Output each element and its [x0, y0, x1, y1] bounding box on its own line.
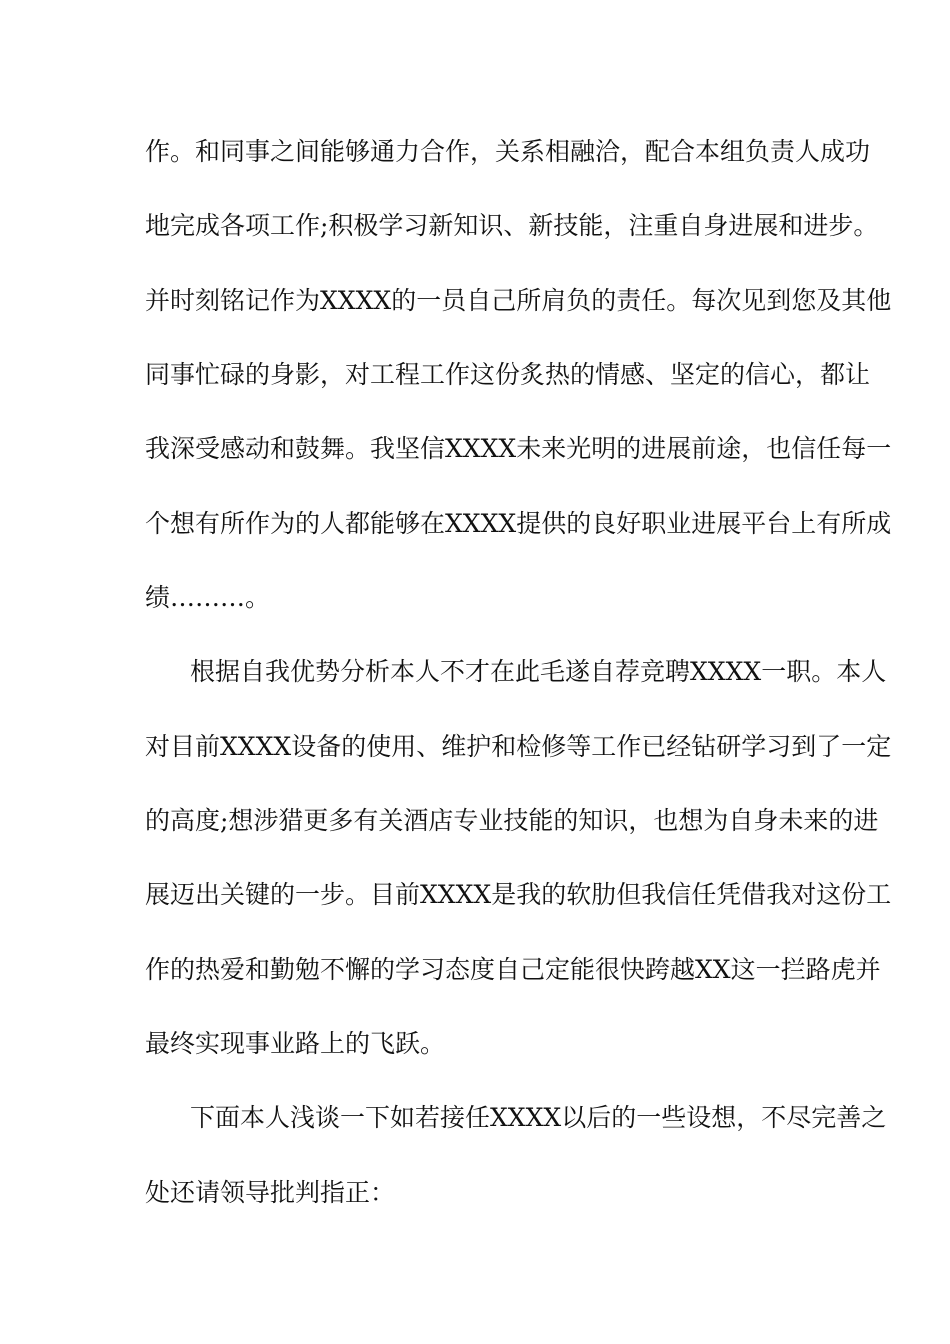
paragraph-2-line-3: 的高度;想涉猎更多有关酒店专业技能的知识，也想为自身未来的进 [145, 806, 879, 835]
paragraph-3-line-1: 下面本人浅谈一下如若接任XXXX以后的一些设想，不尽完善之 [190, 1103, 887, 1132]
paragraph-1-line-5: 我深受感动和鼓舞。我坚信XXXX未来光明的进展前途，也信任每一 [145, 434, 892, 463]
paragraph-1-line-1: 作。和同事之间能够通力合作，关系相融洽，配合本组负责人成功 [145, 137, 871, 166]
paragraph-1-line-4: 同事忙碌的身影，对工程工作这份炙热的情感、坚定的信心，都让 [145, 360, 871, 389]
paragraph-2-line-4: 展迈出关键的一步。目前XXXX是我的软肋但我信任凭借我对这份工 [145, 880, 892, 909]
paragraph-2-line-5: 作的热爱和勤勉不懈的学习态度自己定能很快跨越XX这一拦路虎并 [145, 955, 881, 984]
paragraph-1-line-3: 并时刻铭记作为XXXX的一员自己所肩负的责任。每次见到您及其他 [145, 286, 892, 315]
paragraph-1-line-6: 个想有所作为的人都能够在XXXX提供的良好职业进展平台上有所成 [145, 509, 892, 538]
paragraph-2-line-2: 对目前XXXX设备的使用、维护和检修等工作已经钻研学习到了一定 [145, 732, 892, 761]
paragraph-2-line-6: 最终实现事业路上的飞跃。 [145, 1029, 446, 1058]
paragraph-3-line-2: 处还请领导批判指正： [145, 1178, 396, 1207]
paragraph-1-line-2: 地完成各项工作;积极学习新知识、新技能，注重自身进展和进步。 [145, 211, 879, 240]
paragraph-2-line-1: 根据自我优势分析本人不才在此毛遂自荐竞聘XXXX一职。本人 [190, 657, 887, 686]
paragraph-1-line-7: 绩………。 [145, 583, 271, 612]
